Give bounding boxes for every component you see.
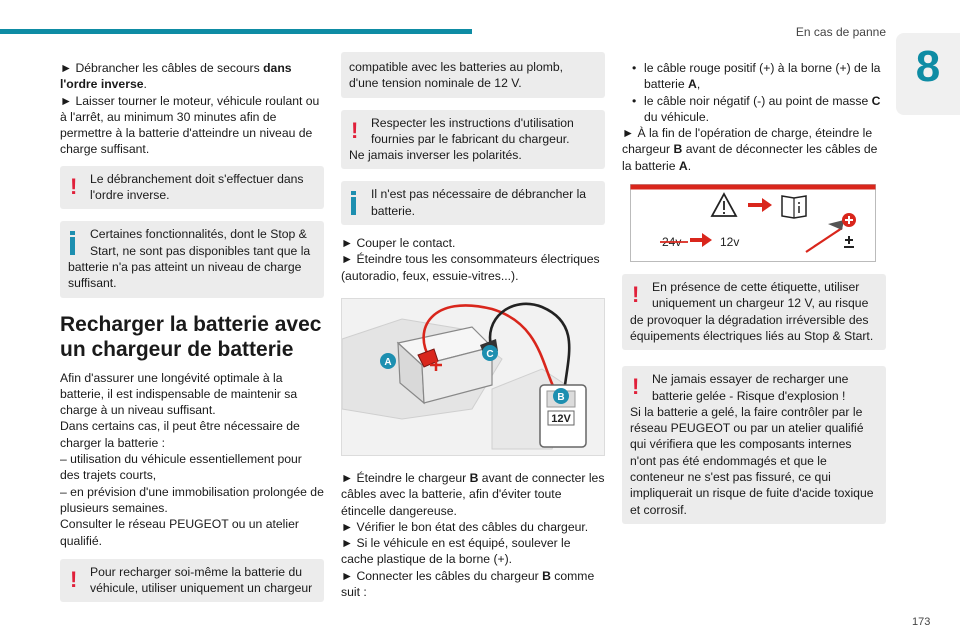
section-heading: Recharger la batterie avec un chargeur de batterie	[60, 312, 322, 361]
warning-box: ! Le débranchement doit s'effectuer dans l'ordre inverse.	[60, 166, 324, 210]
exclamation-icon: !	[70, 173, 78, 199]
warning-box: ! Respecter les instructions d'utilisation fournies par le fabricant du chargeur. Ne jamais inverser les polarités.	[341, 110, 605, 170]
section-title: En cas de panne	[795, 25, 886, 39]
info-icon	[70, 231, 75, 255]
charger-voltage-label: 12V	[551, 412, 571, 425]
column-1	[60, 60, 324, 602]
warning-box: ! Ne jamais essayer de recharger une batterie gelée - Risque d'explosion ! Si la batterie a gelé, la faire contrôler par le réseau PEUGEOT ou par un atelier qualifié qui vérifiera que les composants internes n'ont pas été endommagés et que le conteneur ne s'est pas fissuré, ce qui impliquerait un risque de fuite d'acide toxique et corrosif.	[622, 366, 886, 524]
chapter-number: 8	[915, 42, 941, 91]
column-2	[341, 52, 605, 600]
label-12v: 12v	[720, 235, 740, 250]
header-accent-bar	[0, 29, 472, 34]
paragraph-intro: Afin d'assurer une longévité optimale à la batterie, il est indispensable de maintenir sa charge à un niveau suffisant. Dans certains cas, il peut être nécessaire de charger la batterie : – utilisation du véhicule essentiellement pour des trajets courts, – en prévision d'une immobilisation prolongée de plusieurs semaines. Consulter le réseau PEUGEOT ou un atelier qualifié.	[60, 370, 324, 548]
info-icon	[351, 191, 356, 215]
column-3	[622, 60, 886, 524]
connection-list: • le câble rouge positif (+) à la borne (+) de la batterie A, • le câble noir négatif (-) au point de masse C du véhicule. ► À la fin de l'opération de charge, éteindre le chargeur B avant de déconnecter les câbles de la batterie A.	[622, 61, 881, 173]
stop-start-label-drawing	[630, 184, 876, 262]
steps-a: ► Couper le contact. ► Éteindre tous les consommateurs électriques (autoradio, feux, essuie-vitres...).	[341, 236, 600, 283]
label-24v: 24v	[662, 235, 682, 250]
label-b: B	[557, 391, 565, 403]
info-box: Certaines fonctionnalités, dont le Stop & Start, ne sont pas disponibles tant que la batterie n'a pas atteint un niveau de charge suffisant.	[60, 221, 324, 297]
exclamation-icon: !	[351, 117, 359, 143]
label-c: C	[486, 348, 494, 360]
warning-label-illustration	[622, 184, 886, 262]
exclamation-icon: !	[70, 566, 78, 592]
battery-charger-drawing	[342, 299, 604, 455]
exclamation-icon: !	[632, 374, 640, 400]
battery-charger-illustration	[341, 298, 605, 456]
steps-b: ► Éteindre le chargeur B avant de connecter les câbles avec la batterie, afin d'éviter toute étincelle dangereuse. ► Vérifier le bon état des câbles du chargeur. ► Si le véhicule en est équipé, soulever le cache plastique de la borne (+). ► Connecter les câbles du chargeur B comme suit :	[341, 470, 605, 600]
warning-box: ! Pour recharger soi-même la batterie du véhicule, utiliser uniquement un chargeur	[60, 559, 324, 603]
page-number: 173	[912, 616, 931, 628]
info-box: Il n'est pas nécessaire de débrancher la batterie.	[341, 181, 605, 225]
warning-box-continued: compatible avec les batteries au plomb, d'une tension nominale de 12 V.	[341, 52, 605, 98]
exclamation-icon: !	[632, 282, 640, 308]
paragraph-disconnect: ► Débrancher les câbles de secours dans l'ordre inverse. ► Laisser tourner le moteur, véhicule roulant ou à l'arrêt, au minimum 30 minutes afin de permettre à la batterie d'atteindre un niveau de charge suffisant.	[60, 61, 320, 157]
label-a: A	[384, 356, 392, 368]
warning-box: ! En présence de cette étiquette, utiliser uniquement un chargeur 12 V, au risque de provoquer la dégradation irréversible des équipements électriques liés au Stop & Start.	[622, 274, 886, 350]
